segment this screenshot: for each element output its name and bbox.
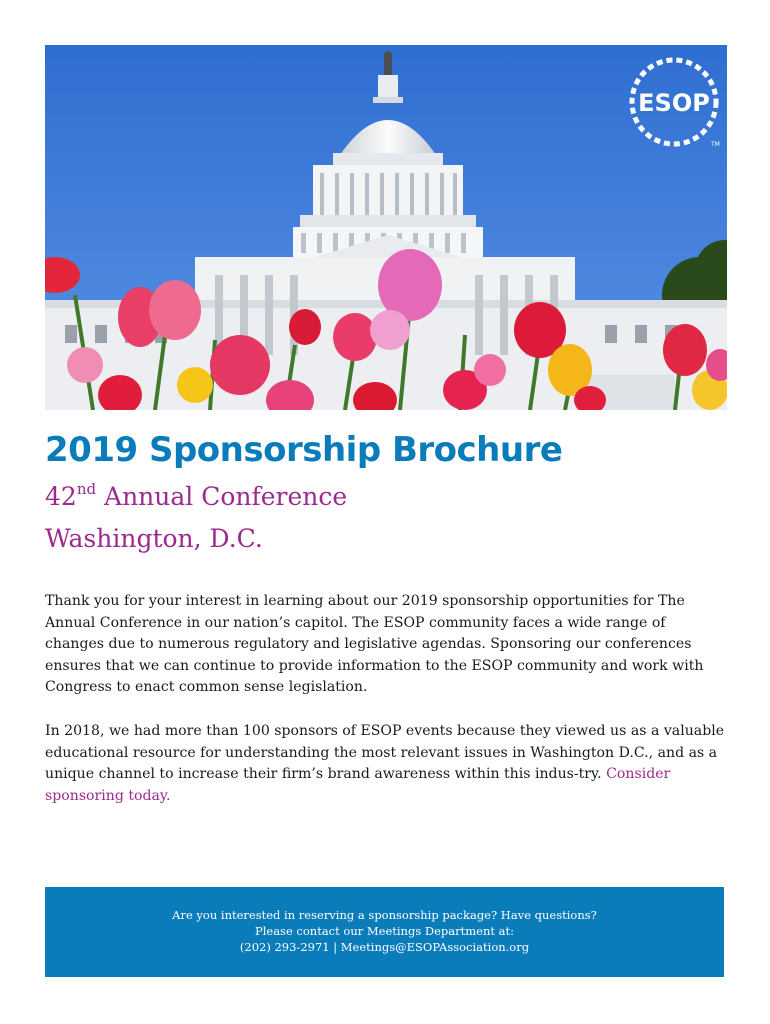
svg-text:ESOP: ESOP bbox=[638, 89, 710, 117]
capitol-photo bbox=[45, 45, 727, 410]
intro-paragraph: Thank you for your interest in learning about our 2019 sponsorship opportunities for The Annual Conference in our nation’s capitol. The ESOP community faces a wide range of changes due to numerous regulatory and legislative agendas. Sponsoring our conferences ensures that we can continue to provide information to the ESOP community and work with Congress to enact common sense legislation. bbox=[45, 593, 704, 695]
contact-box bbox=[45, 887, 724, 977]
svg-text:TM: TM bbox=[711, 141, 720, 148]
contact-line-department: Please contact our Meetings Department at: bbox=[254, 924, 514, 938]
edition-label: Annual Conference bbox=[96, 482, 348, 511]
sponsors-text: In 2018, we had more than 100 sponsors of ESOP events because they viewed us as a valuable educational resource for understanding the most relevant issues in Washington D.C., and as a unique channel to increase their firm’s brand awareness within this indus-try. bbox=[45, 723, 725, 782]
edition-suffix: nd bbox=[76, 480, 97, 498]
consider-sponsoring-link[interactable]: Consider sponsoring today. bbox=[45, 766, 671, 804]
hero-image bbox=[45, 45, 727, 410]
contact-line-details[interactable]: (202) 293-2971 | Meetings@ESOPAssociation.org bbox=[239, 940, 530, 954]
conference-location: Washington, D.C. bbox=[45, 524, 263, 553]
sponsors-paragraph bbox=[45, 721, 725, 807]
contact-line-question: Are you interested in reserving a sponsorship package? Have questions? bbox=[172, 908, 597, 922]
page-title: 2019 Sponsorship Brochure bbox=[45, 430, 563, 470]
edition-number: 42 bbox=[45, 482, 77, 511]
conference-edition bbox=[45, 482, 347, 511]
